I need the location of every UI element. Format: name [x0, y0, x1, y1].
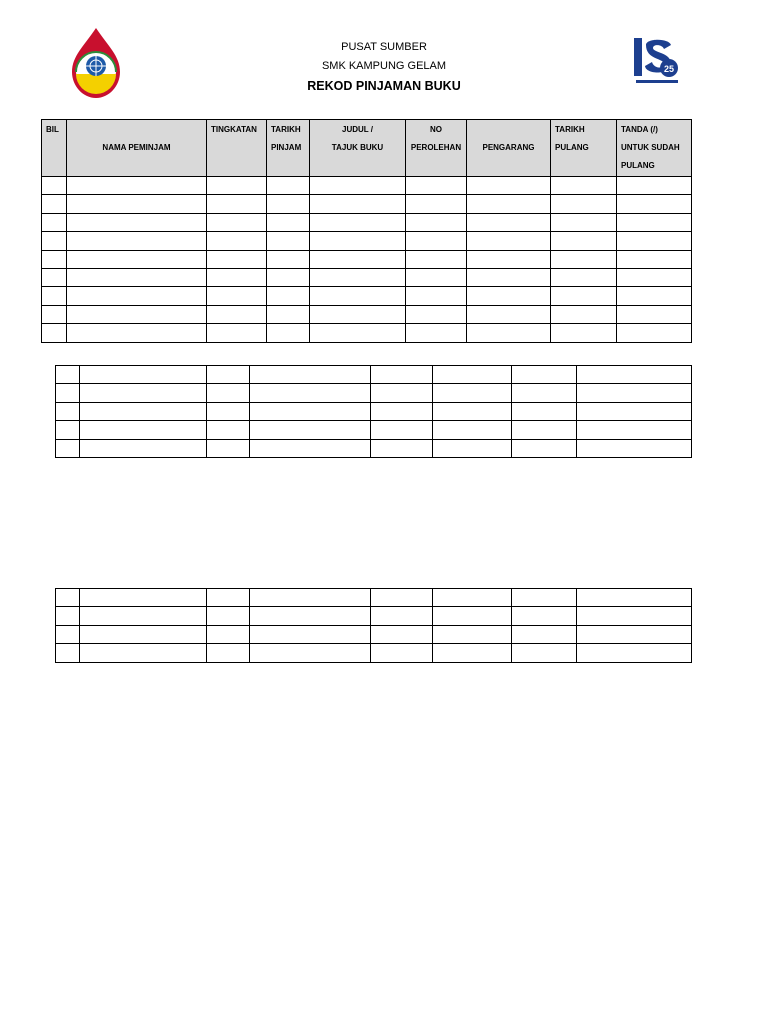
blank-cell[interactable]	[207, 589, 250, 607]
blank-cell[interactable]	[42, 305, 67, 323]
blank-cell[interactable]	[467, 287, 551, 305]
blank-cell[interactable]	[577, 366, 692, 384]
blank-cell[interactable]	[310, 287, 406, 305]
loan-record-table	[41, 119, 692, 343]
blank-cell[interactable]	[207, 607, 250, 625]
blank-cell[interactable]	[433, 366, 512, 384]
blank-cell[interactable]	[577, 607, 692, 625]
blank-cell[interactable]	[467, 213, 551, 231]
blank-cell[interactable]	[56, 384, 80, 402]
blank-cell[interactable]	[310, 305, 406, 323]
blank-cell[interactable]	[67, 268, 207, 286]
blank-cell[interactable]	[207, 384, 250, 402]
blank-cell[interactable]	[467, 195, 551, 213]
svg-text:25: 25	[663, 64, 675, 74]
blank-cell[interactable]	[67, 305, 207, 323]
table-row	[56, 402, 692, 420]
blank-cell[interactable]	[250, 366, 371, 384]
blank-cell[interactable]	[406, 324, 467, 342]
blank-cell[interactable]	[56, 607, 80, 625]
blank-cell[interactable]	[42, 324, 67, 342]
header-judul: JUDUL / TAJUK BUKU	[310, 120, 406, 177]
table-row	[56, 644, 692, 662]
blank-cell[interactable]	[267, 250, 310, 268]
blank-cell[interactable]	[577, 421, 692, 439]
blank-cell[interactable]	[433, 644, 512, 662]
blank-cell[interactable]	[406, 268, 467, 286]
table-row	[56, 589, 692, 607]
header-nama-peminjam: NAMA PEMINJAM	[67, 120, 207, 177]
blank-cell[interactable]	[617, 305, 692, 323]
blank-cell[interactable]	[551, 250, 617, 268]
page-title: REKOD PINJAMAN BUKU	[307, 79, 461, 93]
blank-cell[interactable]	[433, 421, 512, 439]
table-row	[56, 366, 692, 384]
blank-cell[interactable]	[42, 213, 67, 231]
blank-cell[interactable]	[551, 177, 617, 195]
table-row	[42, 232, 692, 250]
blank-cell[interactable]	[250, 384, 371, 402]
blank-cell[interactable]	[310, 324, 406, 342]
blank-cell[interactable]	[551, 232, 617, 250]
blank-cell[interactable]	[67, 232, 207, 250]
blank-cell[interactable]	[551, 305, 617, 323]
blank-cell[interactable]	[267, 232, 310, 250]
blank-cell[interactable]	[617, 268, 692, 286]
blank-cell[interactable]	[433, 384, 512, 402]
blank-cell[interactable]	[310, 213, 406, 231]
blank-cell[interactable]	[406, 250, 467, 268]
blank-cell[interactable]	[310, 195, 406, 213]
blank-cell[interactable]	[467, 305, 551, 323]
table-row	[42, 287, 692, 305]
blank-cell[interactable]	[56, 421, 80, 439]
table-row	[42, 250, 692, 268]
header-tingkatan: TINGKATAN	[207, 120, 267, 177]
blank-cell[interactable]	[467, 177, 551, 195]
blank-cell[interactable]	[371, 402, 433, 420]
blank-cell[interactable]	[56, 366, 80, 384]
blank-cell[interactable]	[577, 402, 692, 420]
blank-cell[interactable]	[577, 384, 692, 402]
blank-cell[interactable]	[512, 625, 577, 643]
blank-cell[interactable]	[433, 589, 512, 607]
blank-cell[interactable]	[207, 625, 250, 643]
blank-cell[interactable]	[406, 232, 467, 250]
blank-cell[interactable]	[371, 589, 433, 607]
header-tarikh-pinjam: TARIKH PINJAM	[267, 120, 310, 177]
blank-cell[interactable]	[267, 177, 310, 195]
blank-cell[interactable]	[406, 195, 467, 213]
blank-cell[interactable]	[267, 287, 310, 305]
blank-cell[interactable]	[551, 268, 617, 286]
blank-cell[interactable]	[56, 589, 80, 607]
blank-cell[interactable]	[512, 439, 577, 457]
blank-cell[interactable]	[512, 402, 577, 420]
blank-cell[interactable]	[80, 589, 207, 607]
blank-cell[interactable]	[551, 287, 617, 305]
blank-cell[interactable]	[467, 268, 551, 286]
table-row	[56, 384, 692, 402]
table-row	[56, 625, 692, 643]
blank-cell[interactable]	[617, 177, 692, 195]
blank-cell[interactable]	[267, 324, 310, 342]
blank-cell[interactable]	[67, 177, 207, 195]
blank-cell[interactable]	[310, 232, 406, 250]
table-row	[42, 268, 692, 286]
blank-cell[interactable]	[207, 177, 267, 195]
document-header	[0, 38, 768, 96]
blank-cell[interactable]	[80, 607, 207, 625]
blank-cell[interactable]	[617, 195, 692, 213]
blank-cell[interactable]	[512, 644, 577, 662]
blank-cell[interactable]	[80, 644, 207, 662]
blank-cell[interactable]	[433, 439, 512, 457]
blank-cell[interactable]	[207, 366, 250, 384]
blank-cell[interactable]	[67, 250, 207, 268]
table-row	[56, 607, 692, 625]
blank-cell[interactable]	[67, 213, 207, 231]
blank-cell[interactable]	[207, 402, 250, 420]
blank-cell[interactable]	[577, 439, 692, 457]
blank-cell[interactable]	[56, 644, 80, 662]
blank-cell[interactable]	[406, 213, 467, 231]
blank-cell[interactable]	[207, 287, 267, 305]
blank-cell[interactable]	[207, 213, 267, 231]
blank-cell[interactable]	[617, 213, 692, 231]
header-line-1: PUSAT SUMBER	[341, 41, 427, 53]
blank-cell[interactable]	[42, 268, 67, 286]
blank-cell[interactable]	[617, 287, 692, 305]
blank-cell[interactable]	[467, 250, 551, 268]
blank-cell[interactable]	[371, 625, 433, 643]
blank-cell[interactable]	[371, 644, 433, 662]
blank-cell[interactable]	[371, 607, 433, 625]
blank-cell[interactable]	[310, 268, 406, 286]
blank-cell[interactable]	[67, 287, 207, 305]
blank-cell[interactable]	[250, 439, 371, 457]
blank-cell[interactable]	[207, 644, 250, 662]
blank-cell[interactable]	[551, 324, 617, 342]
table-row	[42, 177, 692, 195]
blank-cell[interactable]	[56, 439, 80, 457]
blank-cell[interactable]	[250, 607, 371, 625]
blank-cell[interactable]	[42, 250, 67, 268]
blank-cell[interactable]	[577, 644, 692, 662]
blank-cell[interactable]	[433, 625, 512, 643]
blank-cell[interactable]	[207, 250, 267, 268]
blank-cell[interactable]	[371, 384, 433, 402]
blank-cell[interactable]	[406, 177, 467, 195]
header-bil: BIL	[42, 120, 67, 177]
blank-cell[interactable]	[433, 402, 512, 420]
blank-cell[interactable]	[80, 439, 207, 457]
blank-cell[interactable]	[551, 195, 617, 213]
blank-cell[interactable]	[551, 213, 617, 231]
table-row	[42, 213, 692, 231]
header-pengarang: PENGARANG	[467, 120, 551, 177]
blank-cell[interactable]	[207, 439, 250, 457]
header-tanda: TANDA (/) UNTUK SUDAH PULANG	[617, 120, 692, 177]
blank-cell[interactable]	[56, 625, 80, 643]
blank-cell[interactable]	[577, 589, 692, 607]
table-row	[56, 439, 692, 457]
table-row	[56, 421, 692, 439]
blank-cell[interactable]	[42, 195, 67, 213]
blank-cell[interactable]	[80, 402, 207, 420]
blank-cell[interactable]	[80, 421, 207, 439]
blank-cell[interactable]	[267, 213, 310, 231]
blank-cell[interactable]	[250, 625, 371, 643]
blank-cell[interactable]	[207, 195, 267, 213]
table-row	[42, 324, 692, 342]
header-no-perolehan: NO PEROLEHAN	[406, 120, 467, 177]
blank-cell[interactable]	[42, 177, 67, 195]
blank-cell[interactable]	[406, 287, 467, 305]
table-row	[42, 305, 692, 323]
blank-cell[interactable]	[310, 177, 406, 195]
blank-cell[interactable]	[433, 607, 512, 625]
blank-cell[interactable]	[371, 421, 433, 439]
blank-cell[interactable]	[371, 439, 433, 457]
blank-cell[interactable]	[207, 268, 267, 286]
blank-cell[interactable]	[250, 402, 371, 420]
blank-cell[interactable]	[617, 324, 692, 342]
blank-cell[interactable]	[512, 607, 577, 625]
table-header-row	[42, 120, 692, 177]
blank-cell[interactable]	[80, 366, 207, 384]
blank-cell[interactable]	[67, 195, 207, 213]
blank-cell[interactable]	[406, 305, 467, 323]
blank-cell[interactable]	[250, 589, 371, 607]
blank-cell[interactable]	[617, 232, 692, 250]
blank-table-2	[55, 588, 692, 663]
loan-record-rows	[42, 177, 692, 343]
blank-cell[interactable]	[80, 384, 207, 402]
header-tarikh-pulang: TARIKH PULANG	[551, 120, 617, 177]
blank-cell[interactable]	[467, 232, 551, 250]
blank-table-1	[55, 365, 692, 458]
blank-cell[interactable]	[250, 421, 371, 439]
blank-cell[interactable]	[67, 324, 207, 342]
blank-cell[interactable]	[512, 384, 577, 402]
blank-cell[interactable]	[512, 589, 577, 607]
blank-cell[interactable]	[207, 324, 267, 342]
blank-cell[interactable]	[267, 305, 310, 323]
blank-cell[interactable]	[467, 324, 551, 342]
table-row	[42, 195, 692, 213]
blank-cell[interactable]	[512, 366, 577, 384]
blank-cell[interactable]	[207, 421, 250, 439]
blank-cell[interactable]	[617, 250, 692, 268]
blank-cell[interactable]	[207, 232, 267, 250]
blank-cell[interactable]	[42, 232, 67, 250]
blank-cell[interactable]	[267, 195, 310, 213]
blank-cell[interactable]	[56, 402, 80, 420]
blank-cell[interactable]	[250, 644, 371, 662]
blank-cell[interactable]	[42, 287, 67, 305]
header-line-2: SMK KAMPUNG GELAM	[321, 60, 447, 72]
blank-cell[interactable]	[80, 625, 207, 643]
blank-cell[interactable]	[512, 421, 577, 439]
blank-cell[interactable]	[310, 250, 406, 268]
blank-cell[interactable]	[207, 305, 267, 323]
blank-cell[interactable]	[267, 268, 310, 286]
blank-cell[interactable]	[371, 366, 433, 384]
blank-cell[interactable]	[577, 625, 692, 643]
